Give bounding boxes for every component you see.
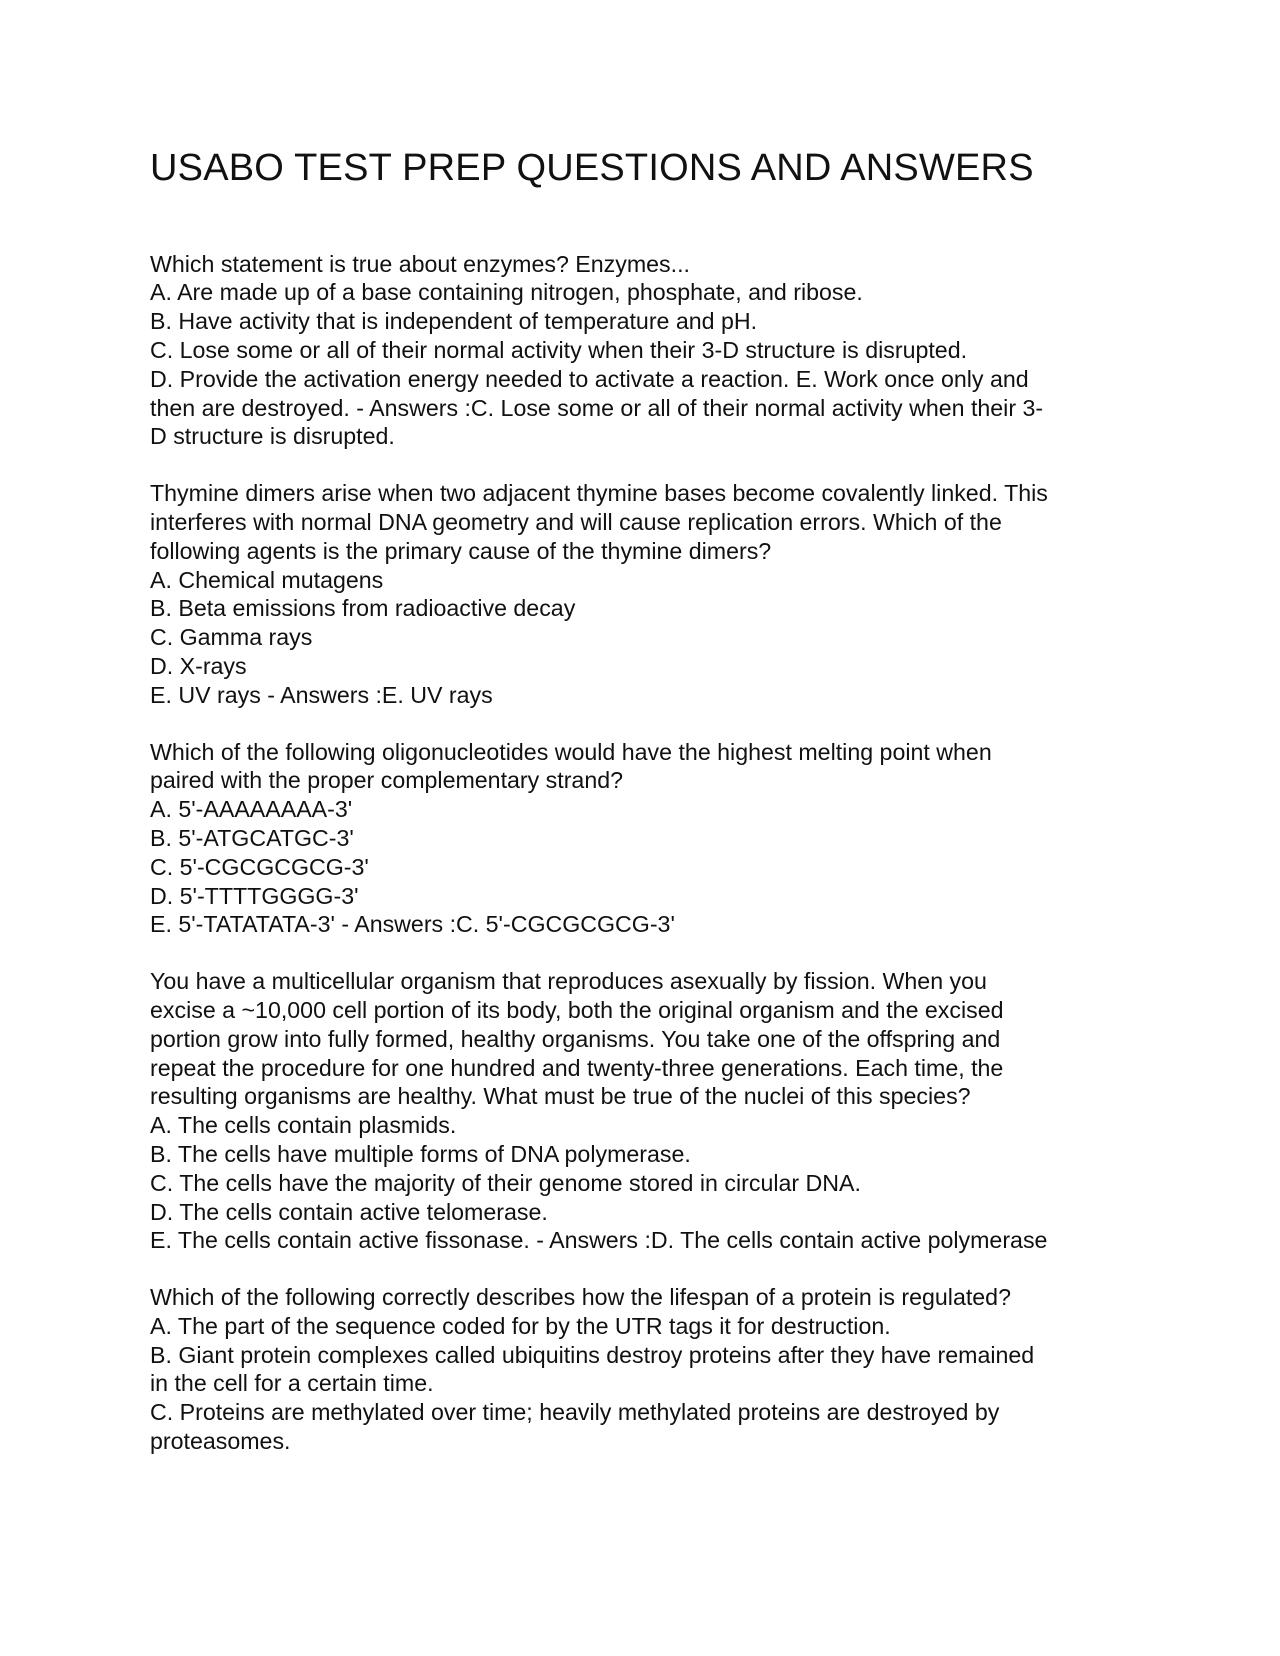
question-3-line-1: Which of the following oligonucleotides would have the highest melting point when (150, 738, 992, 765)
question-4-line-8: C. The cells have the majority of their genome stored in circular DNA. (150, 1169, 861, 1196)
question-1-line-7: D structure is disrupted. (150, 423, 395, 450)
question-5-line-2: A. The part of the sequence coded for by the UTR tags it for destruction. (150, 1312, 891, 1339)
question-block-2 (150, 479, 1150, 709)
question-2-line-3: following agents is the primary cause of the thymine dimers? (150, 537, 772, 564)
question-3-line-5: C. 5'-CGCGCGCG-3' (150, 853, 369, 880)
question-2-line-6: C. Gamma rays (150, 624, 313, 651)
question-2-line-8: E. UV rays - Answers :E. UV rays (150, 681, 493, 708)
question-5-line-3: B. Giant protein complexes called ubiquitins destroy proteins after they have remained (150, 1341, 1035, 1368)
question-3-line-2: paired with the proper complementary strand? (150, 767, 624, 794)
question-1-line-3: B. Have activity that is independent of temperature and pH. (150, 308, 758, 335)
question-block-4 (150, 967, 1150, 1255)
question-4-line-2: excise a ~10,000 cell portion of its body, both the original organism and the excised (150, 996, 1004, 1023)
question-4-line-1: You have a multicellular organism that reproduces asexually by fission. When you (150, 968, 987, 995)
question-list (150, 250, 1150, 1456)
question-4-line-9: D. The cells contain active telomerase. (150, 1198, 548, 1225)
question-4-line-6: A. The cells contain plasmids. (150, 1112, 457, 1139)
question-5-line-6: proteasomes. (150, 1428, 291, 1455)
question-4-line-7: B. The cells have multiple forms of DNA polymerase. (150, 1140, 691, 1167)
question-2-line-1: Thymine dimers arise when two adjacent thymine bases become covalently linked. This (150, 480, 1048, 507)
question-4-line-10: E. The cells contain active fissonase. - Answers :D. The cells contain active polymerase (150, 1227, 1048, 1254)
question-3-line-6: D. 5'-TTTTGGGG-3' (150, 882, 359, 909)
question-5-line-5: C. Proteins are methylated over time; heavily methylated proteins are destroyed by (150, 1399, 1000, 1426)
question-1-line-2: A. Are made up of a base containing nitrogen, phosphate, and ribose. (150, 279, 863, 306)
question-4-line-5: resulting organisms are healthy. What must be true of the nuclei of this species? (150, 1083, 971, 1110)
document-page (150, 146, 1150, 1484)
question-2-line-4: A. Chemical mutagens (150, 566, 384, 593)
question-1-line-5: D. Provide the activation energy needed to activate a reaction. E. Work once only and (150, 365, 1029, 392)
question-3-line-4: B. 5'-ATGCATGC-3' (150, 824, 354, 851)
question-block-5 (150, 1283, 1150, 1456)
question-1-line-4: C. Lose some or all of their normal activity when their 3-D structure is disrupted. (150, 336, 968, 363)
question-1-line-1: Which statement is true about enzymes? Enzymes... (150, 250, 690, 277)
question-block-1 (150, 250, 1150, 452)
question-4-line-4: repeat the procedure for one hundred and twenty-three generations. Each time, the (150, 1054, 1004, 1081)
question-2-line-7: D. X-rays (150, 652, 247, 679)
question-2-line-2: interferes with normal DNA geometry and will cause replication errors. Which of the (150, 508, 1002, 535)
question-4-line-3: portion grow into fully formed, healthy organisms. You take one of the offspring and (150, 1025, 1001, 1052)
question-2-line-5: B. Beta emissions from radioactive decay (150, 595, 576, 622)
question-block-3 (150, 738, 1150, 940)
question-3-line-3: A. 5'-AAAAAAAA-3' (150, 796, 353, 823)
document-title: USABO TEST PREP QUESTIONS AND ANSWERS (150, 147, 1034, 189)
question-1-line-6: then are destroyed. - Answers :C. Lose some or all of their normal activity when their 3- (150, 394, 1044, 421)
question-5-line-4: in the cell for a certain time. (150, 1370, 434, 1397)
question-5-line-1: Which of the following correctly describes how the lifespan of a protein is regulated? (150, 1284, 1011, 1311)
question-3-line-7: E. 5'-TATATATA-3' - Answers :C. 5'-CGCGCGCG-3' (150, 911, 675, 938)
